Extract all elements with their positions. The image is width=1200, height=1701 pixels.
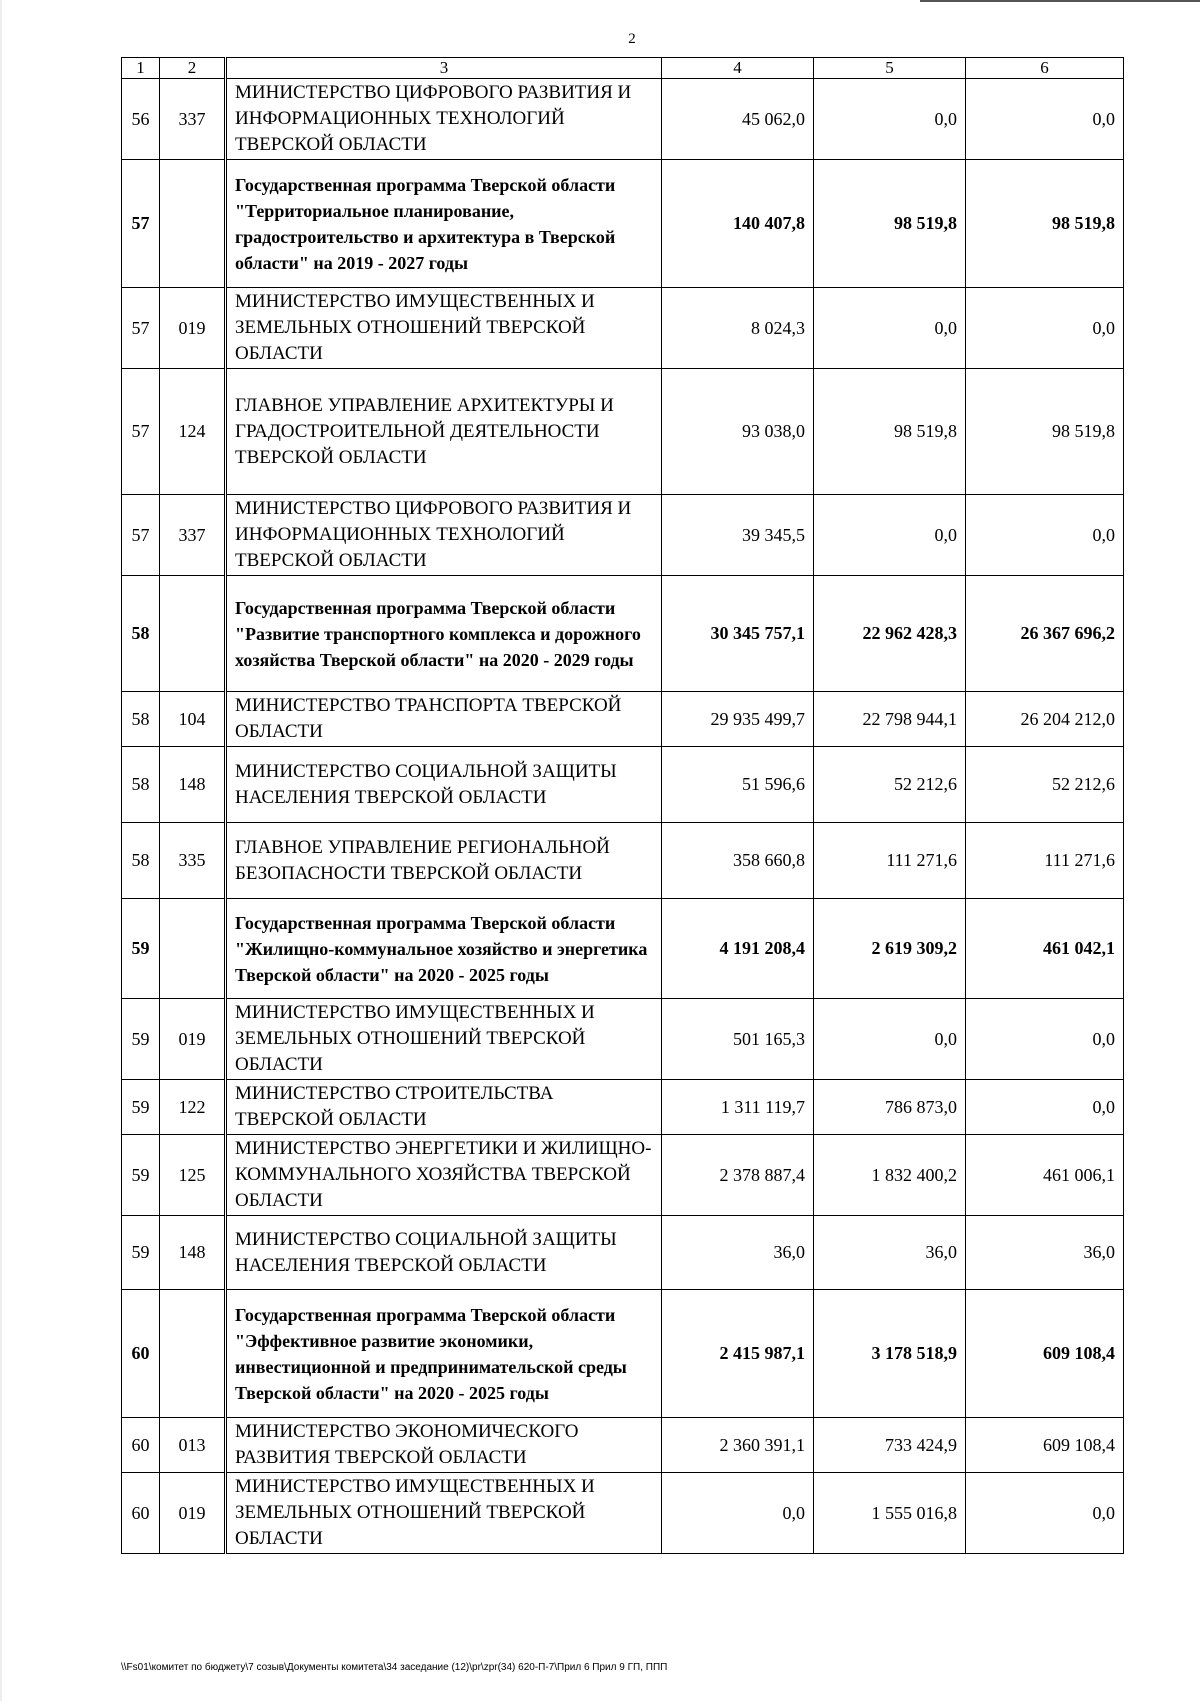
row-number: 60 (122, 1418, 160, 1473)
row-name: ГЛАВНОЕ УПРАВЛЕНИЕ РЕГИОНАЛЬНОЙ БЕЗОПАСНОСТИ ТВЕРСКОЙ ОБЛАСТИ (226, 823, 662, 899)
value-col6: 0,0 (966, 999, 1124, 1080)
value-col4: 1 311 119,7 (662, 1080, 814, 1135)
column-header: 6 (966, 58, 1124, 79)
budget-table (121, 57, 1124, 1554)
table-row (122, 1135, 1124, 1216)
value-col5: 0,0 (814, 288, 966, 369)
value-col4: 2 415 987,1 (662, 1290, 814, 1418)
value-col5: 111 271,6 (814, 823, 966, 899)
table-row (122, 692, 1124, 747)
department-code (160, 576, 226, 692)
value-col5: 1 555 016,8 (814, 1473, 966, 1554)
value-col6: 98 519,8 (966, 369, 1124, 495)
value-col5: 0,0 (814, 495, 966, 576)
department-code: 019 (160, 1473, 226, 1554)
department-code: 019 (160, 288, 226, 369)
row-name: МИНИСТЕРСТВО ЦИФРОВОГО РАЗВИТИЯ И ИНФОРМАЦИОННЫХ ТЕХНОЛОГИЙ ТВЕРСКОЙ ОБЛАСТИ (226, 495, 662, 576)
table-row (122, 899, 1124, 999)
value-col5: 3 178 518,9 (814, 1290, 966, 1418)
table-row (122, 160, 1124, 288)
row-number: 57 (122, 288, 160, 369)
department-code: 019 (160, 999, 226, 1080)
value-col5: 36,0 (814, 1216, 966, 1290)
table-row (122, 999, 1124, 1080)
file-path-footer: \\Fs01\комитет по бюджету\7 созыв\Документы комитета\34 заседание (12)\pr\zpr(34) 620-П-7\Прил 6 Прил 9 ГП, ППП (121, 1662, 668, 1673)
table-row (122, 79, 1124, 160)
row-name: Государственная программа Тверской области "Территориальное планирование, градостроительство и архитектура в Тверской области" на 2019 - 2027 годы (226, 160, 662, 288)
department-code (160, 1290, 226, 1418)
value-col6: 98 519,8 (966, 160, 1124, 288)
value-col4: 0,0 (662, 1473, 814, 1554)
value-col4: 36,0 (662, 1216, 814, 1290)
table-row (122, 1418, 1124, 1473)
value-col6: 0,0 (966, 79, 1124, 160)
value-col5: 98 519,8 (814, 369, 966, 495)
row-name: МИНИСТЕРСТВО СТРОИТЕЛЬСТВА ТВЕРСКОЙ ОБЛАСТИ (226, 1080, 662, 1135)
column-header: 2 (160, 58, 226, 79)
column-header: 1 (122, 58, 160, 79)
value-col5: 0,0 (814, 79, 966, 160)
department-code: 013 (160, 1418, 226, 1473)
row-number: 56 (122, 79, 160, 160)
value-col6: 26 367 696,2 (966, 576, 1124, 692)
value-col6: 0,0 (966, 495, 1124, 576)
row-number: 60 (122, 1473, 160, 1554)
value-col4: 2 360 391,1 (662, 1418, 814, 1473)
value-col4: 8 024,3 (662, 288, 814, 369)
value-col6: 26 204 212,0 (966, 692, 1124, 747)
department-code: 122 (160, 1080, 226, 1135)
value-col5: 733 424,9 (814, 1418, 966, 1473)
value-col6: 461 006,1 (966, 1135, 1124, 1216)
table-row (122, 1080, 1124, 1135)
value-col4: 2 378 887,4 (662, 1135, 814, 1216)
value-col5: 22 962 428,3 (814, 576, 966, 692)
table-row (122, 823, 1124, 899)
row-number: 59 (122, 999, 160, 1080)
value-col5: 98 519,8 (814, 160, 966, 288)
value-col4: 51 596,6 (662, 747, 814, 823)
value-col4: 501 165,3 (662, 999, 814, 1080)
row-number: 58 (122, 692, 160, 747)
table-row (122, 369, 1124, 495)
value-col6: 0,0 (966, 288, 1124, 369)
department-code: 337 (160, 79, 226, 160)
value-col4: 45 062,0 (662, 79, 814, 160)
row-number: 58 (122, 576, 160, 692)
value-col4: 29 935 499,7 (662, 692, 814, 747)
column-header: 4 (662, 58, 814, 79)
row-name: Государственная программа Тверской области "Жилищно-коммунальное хозяйство и энергетика Тверской области" на 2020 - 2025 годы (226, 899, 662, 999)
row-name: МИНИСТЕРСТВО ИМУЩЕСТВЕННЫХ И ЗЕМЕЛЬНЫХ ОТНОШЕНИЙ ТВЕРСКОЙ ОБЛАСТИ (226, 999, 662, 1080)
value-col6: 609 108,4 (966, 1290, 1124, 1418)
row-name: ГЛАВНОЕ УПРАВЛЕНИЕ АРХИТЕКТУРЫ И ГРАДОСТРОИТЕЛЬНОЙ ДЕЯТЕЛЬНОСТИ ТВЕРСКОЙ ОБЛАСТИ (226, 369, 662, 495)
row-name: МИНИСТЕРСТВО СОЦИАЛЬНОЙ ЗАЩИТЫ НАСЕЛЕНИЯ ТВЕРСКОЙ ОБЛАСТИ (226, 1216, 662, 1290)
scan-left-edge (0, 0, 2, 1701)
table-header-row (122, 58, 1124, 79)
row-number: 59 (122, 1080, 160, 1135)
row-name: МИНИСТЕРСТВО ИМУЩЕСТВЕННЫХ И ЗЕМЕЛЬНЫХ ОТНОШЕНИЙ ТВЕРСКОЙ ОБЛАСТИ (226, 288, 662, 369)
row-name: МИНИСТЕРСТВО ЦИФРОВОГО РАЗВИТИЯ И ИНФОРМАЦИОННЫХ ТЕХНОЛОГИЙ ТВЕРСКОЙ ОБЛАСТИ (226, 79, 662, 160)
row-number: 59 (122, 1216, 160, 1290)
value-col5: 786 873,0 (814, 1080, 966, 1135)
value-col4: 30 345 757,1 (662, 576, 814, 692)
row-name: Государственная программа Тверской области "Развитие транспортного комплекса и дорожного хозяйства Тверской области" на 2020 - 2029 годы (226, 576, 662, 692)
value-col6: 36,0 (966, 1216, 1124, 1290)
value-col4: 39 345,5 (662, 495, 814, 576)
row-number: 57 (122, 495, 160, 576)
value-col5: 1 832 400,2 (814, 1135, 966, 1216)
table-row (122, 1216, 1124, 1290)
value-col6: 111 271,6 (966, 823, 1124, 899)
table-row (122, 576, 1124, 692)
value-col6: 0,0 (966, 1080, 1124, 1135)
row-number: 59 (122, 1135, 160, 1216)
value-col4: 140 407,8 (662, 160, 814, 288)
value-col4: 93 038,0 (662, 369, 814, 495)
value-col6: 0,0 (966, 1473, 1124, 1554)
table-row (122, 1473, 1124, 1554)
value-col5: 52 212,6 (814, 747, 966, 823)
department-code: 335 (160, 823, 226, 899)
value-col4: 4 191 208,4 (662, 899, 814, 999)
value-col5: 2 619 309,2 (814, 899, 966, 999)
department-code (160, 160, 226, 288)
table-row (122, 495, 1124, 576)
department-code: 337 (160, 495, 226, 576)
column-header: 5 (814, 58, 966, 79)
row-number: 58 (122, 823, 160, 899)
value-col6: 461 042,1 (966, 899, 1124, 999)
department-code: 124 (160, 369, 226, 495)
row-number: 57 (122, 369, 160, 495)
value-col6: 609 108,4 (966, 1418, 1124, 1473)
department-code (160, 899, 226, 999)
table-row (122, 747, 1124, 823)
row-number: 58 (122, 747, 160, 823)
row-name: МИНИСТЕРСТВО СОЦИАЛЬНОЙ ЗАЩИТЫ НАСЕЛЕНИЯ ТВЕРСКОЙ ОБЛАСТИ (226, 747, 662, 823)
table-row (122, 1290, 1124, 1418)
row-name: МИНИСТЕРСТВО ИМУЩЕСТВЕННЫХ И ЗЕМЕЛЬНЫХ ОТНОШЕНИЙ ТВЕРСКОЙ ОБЛАСТИ (226, 1473, 662, 1554)
department-code: 148 (160, 1216, 226, 1290)
department-code: 125 (160, 1135, 226, 1216)
row-number: 60 (122, 1290, 160, 1418)
value-col4: 358 660,8 (662, 823, 814, 899)
department-code: 148 (160, 747, 226, 823)
row-number: 57 (122, 160, 160, 288)
value-col6: 52 212,6 (966, 747, 1124, 823)
scan-edge-line (920, 0, 1200, 5)
row-name: МИНИСТЕРСТВО ЭКОНОМИЧЕСКОГО РАЗВИТИЯ ТВЕРСКОЙ ОБЛАСТИ (226, 1418, 662, 1473)
table-row (122, 288, 1124, 369)
row-name: Государственная программа Тверской области "Эффективное развитие экономики, инвестиционной и предпринимательской среды Тверской области" на 2020 - 2025 годы (226, 1290, 662, 1418)
row-name: МИНИСТЕРСТВО ЭНЕРГЕТИКИ И ЖИЛИЩНО-КОММУНАЛЬНОГО ХОЗЯЙСТВА ТВЕРСКОЙ ОБЛАСТИ (226, 1135, 662, 1216)
value-col5: 22 798 944,1 (814, 692, 966, 747)
value-col5: 0,0 (814, 999, 966, 1080)
row-number: 59 (122, 899, 160, 999)
column-header: 3 (226, 58, 662, 79)
row-name: МИНИСТЕРСТВО ТРАНСПОРТА ТВЕРСКОЙ ОБЛАСТИ (226, 692, 662, 747)
page-number: 2 (628, 31, 636, 47)
department-code: 104 (160, 692, 226, 747)
